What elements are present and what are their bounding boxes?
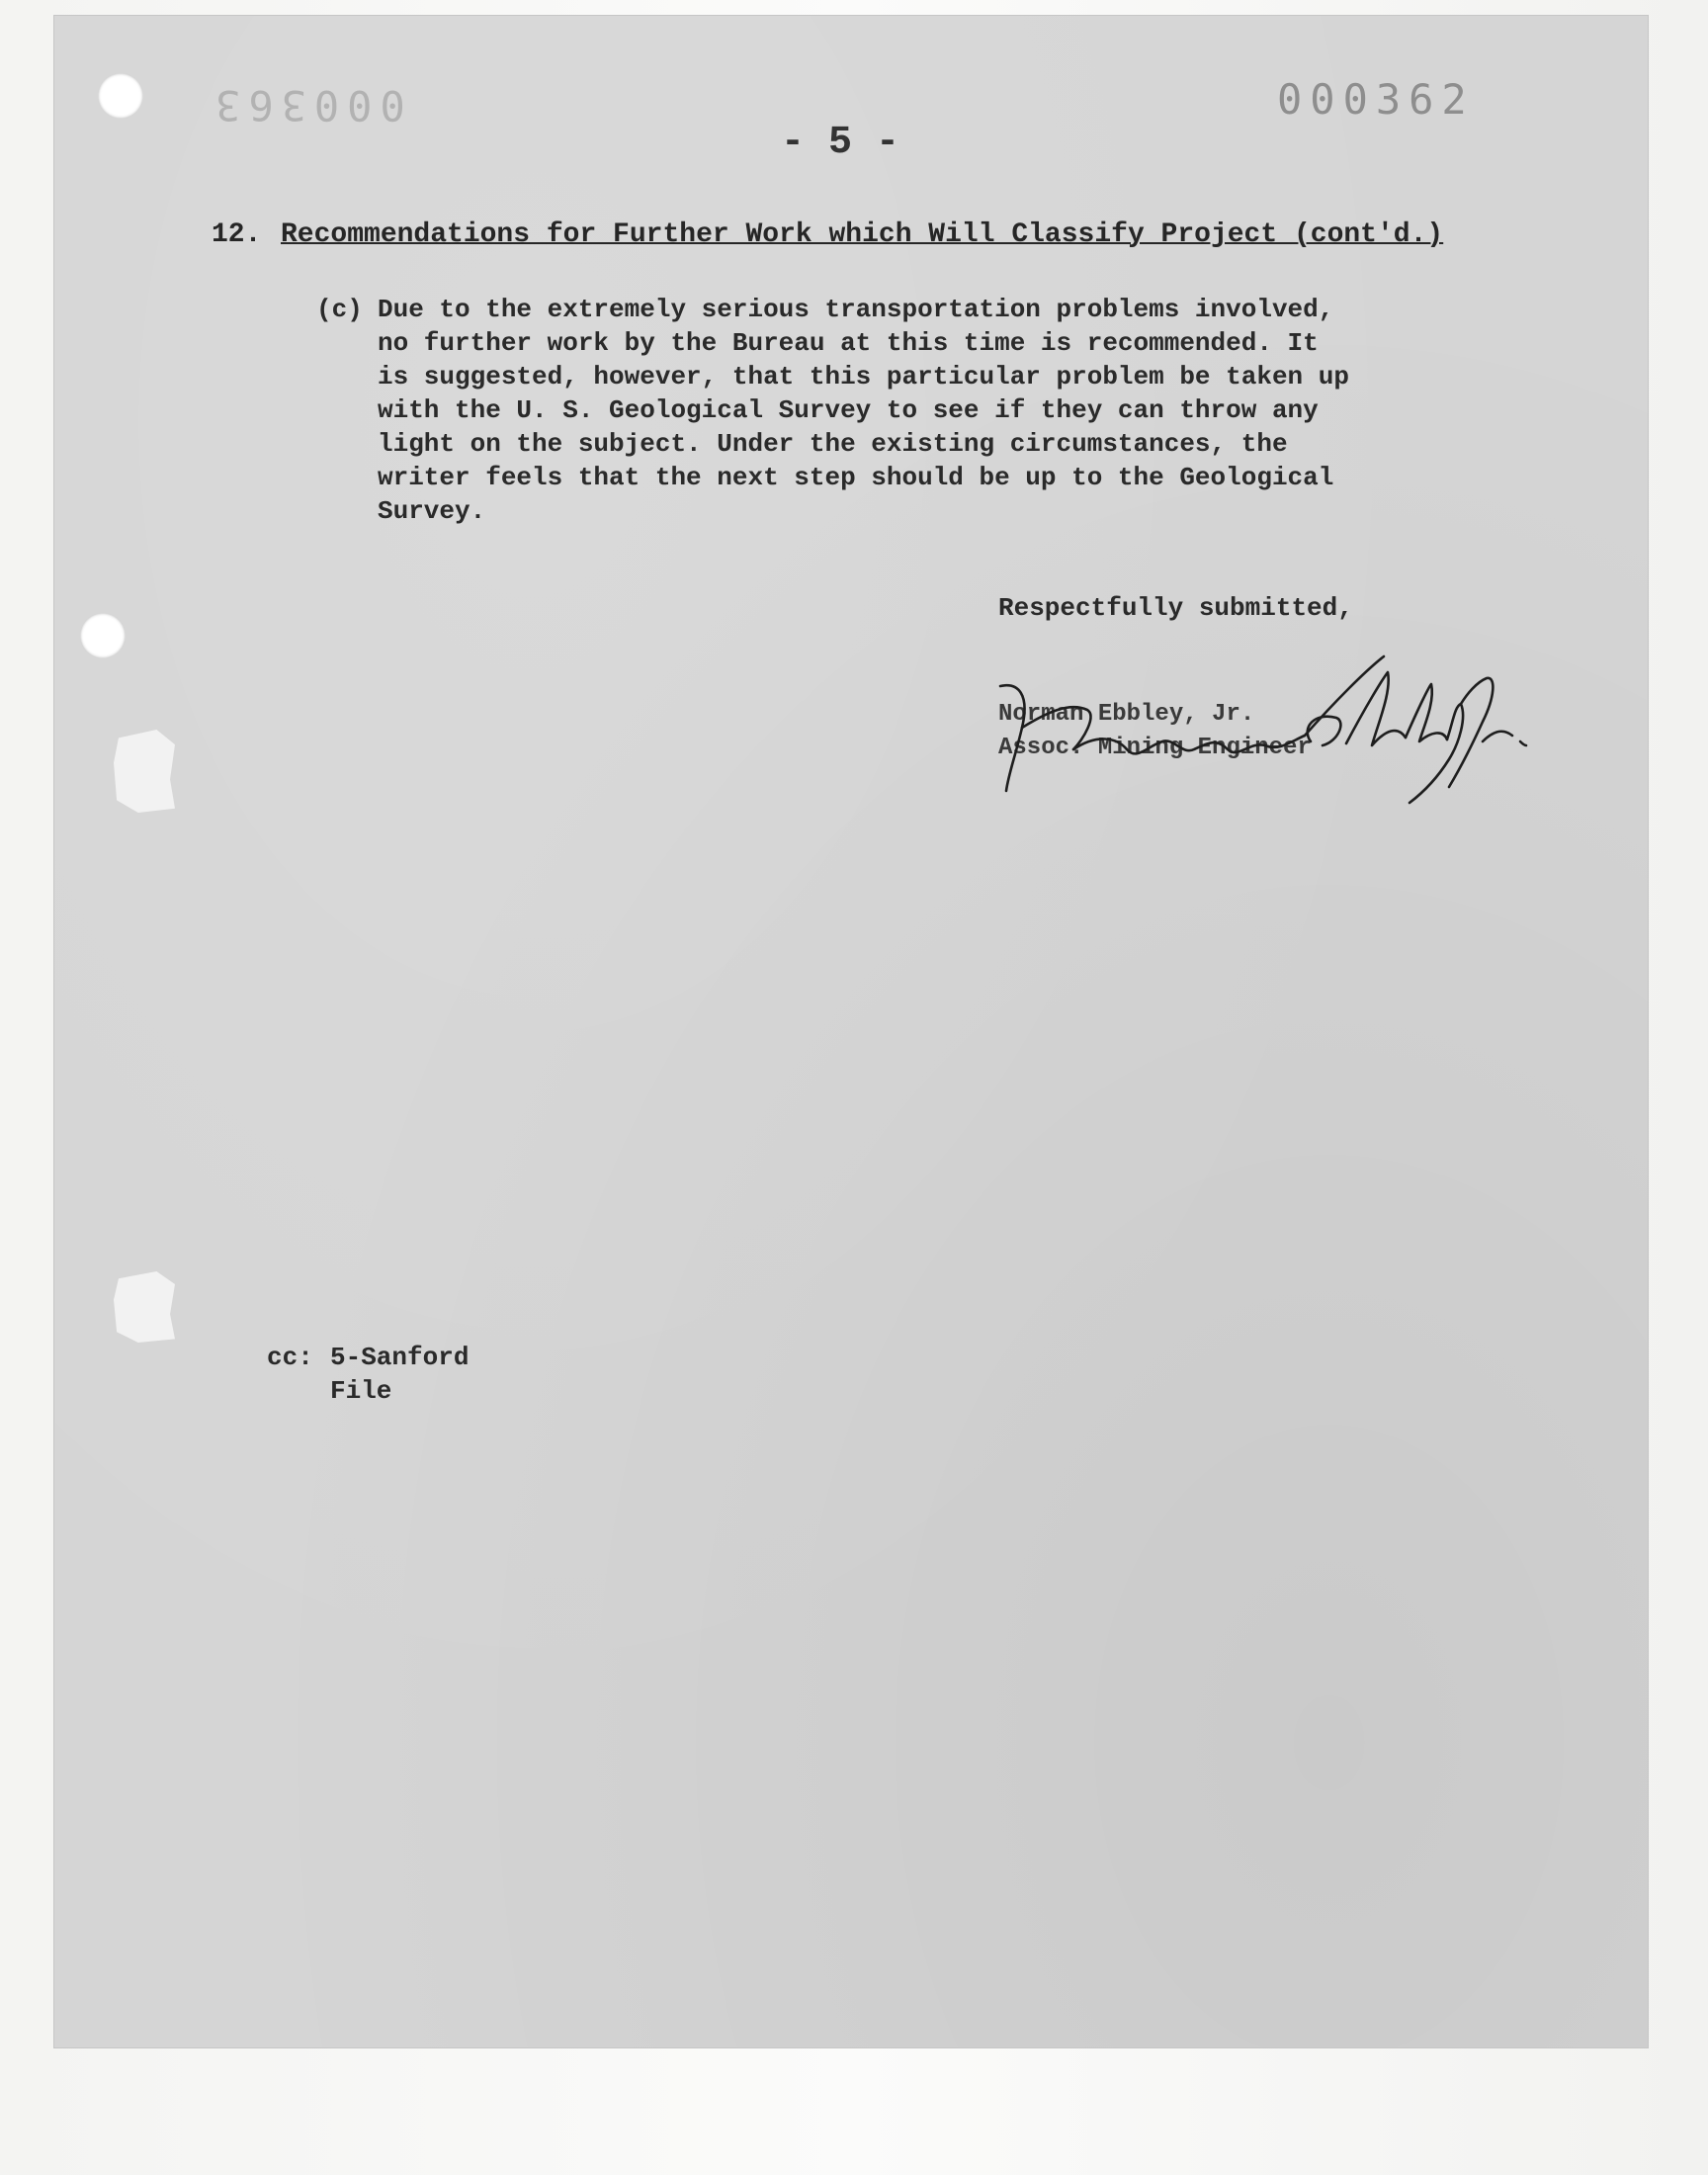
paragraph-line: no further work by the Bureau at this time is recommended. It (378, 328, 1319, 358)
cc-recipient: File (330, 1376, 392, 1406)
cc-row (267, 1341, 469, 1374)
bates-stamp-mirrored: 000363 (208, 81, 405, 130)
paragraph-label: (c) (316, 295, 363, 324)
paragraph-line: writer feels that the next step should be up to the Geological (378, 463, 1334, 492)
signer-name: Norman Ebbley, Jr. (998, 701, 1255, 728)
paper-tear-lower (114, 1271, 175, 1343)
paragraph-line: Due to the extremely serious transportation problems involved, (378, 295, 1334, 324)
page-number: - 5 - (780, 121, 900, 165)
cc-list (267, 1341, 469, 1408)
bates-stamp: 000362 (1277, 75, 1475, 124)
handwritten-signature (979, 643, 1572, 821)
section-heading (212, 219, 1444, 250)
closing-line: Respectfully submitted, (998, 593, 1353, 623)
cc-row (267, 1374, 469, 1408)
paper-tear-upper (114, 730, 175, 813)
paragraph-line: with the U. S. Geological Survey to see if they can throw any (378, 395, 1319, 425)
cc-recipient: 5-Sanford (330, 1343, 470, 1372)
paragraph-c (316, 293, 1423, 528)
section-number: 12. (212, 219, 262, 250)
cc-label: cc: (267, 1343, 313, 1372)
punch-hole-top (98, 73, 143, 119)
paragraph-line: light on the subject. Under the existing circumstances, the (378, 429, 1288, 459)
paragraph-line: is suggested, however, that this particular problem be taken up (378, 362, 1349, 392)
paragraph-line: Survey. (378, 496, 486, 526)
signer-title: Assoc. Mining Engineer (998, 735, 1312, 761)
punch-hole-middle (80, 613, 126, 658)
section-title: Recommendations for Further Work which Will Classify Project (cont'd.) (281, 219, 1444, 250)
